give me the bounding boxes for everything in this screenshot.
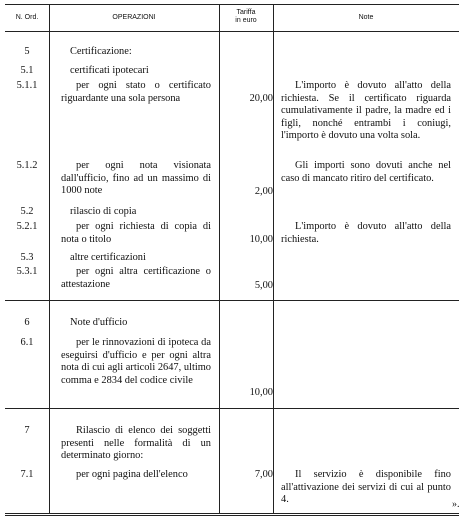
header-tariff-line2: in euro [235,17,257,24]
row-note: L'importo è dovuto all'atto della richiesta. [281,221,451,245]
row-operation: per ogni richiesta di copia di nota o titolo [61,221,211,245]
row-operation: per ogni pagina dell'elenco [76,469,188,480]
row-operation: per ogni nota visionata dall'ufficio, fino ad un massimo di 1000 note [61,160,211,197]
row-num: 5.3.1 [16,266,38,277]
row-operation: per le rinnovazioni di ipoteca da eseguirsi d'ufficio e per ogni altra nota di cui agli articoli 2647, ultimo comma e 2834 del codice civile [61,337,211,386]
row-operation: rilascio di copia [70,206,137,217]
col-divider-3 [273,4,274,513]
row-operation: per ogni stato o certificato riguardante una sola persona [61,80,211,104]
row-operation: certificati ipotecari [70,65,149,76]
row-num: 5.3 [20,252,34,263]
col-divider-1 [49,4,50,513]
row-operation: Certificazione: [70,46,132,57]
row-price: 10,00 [249,234,273,245]
section-6-bottom-rule [5,408,459,409]
header-bottom-rule [5,31,459,32]
closing-quote-mark: ». [452,499,460,510]
section-5-bottom-rule [5,300,459,301]
row-num: 5.1 [20,65,34,76]
row-operation: Note d'ufficio [70,317,128,328]
row-operation: Rilascio di elenco dei soggetti presenti nelle formalità di un determinato giorno: [61,425,211,462]
row-note: Il servizio è disponibile fino all'attivazione dei servizi di cui al punto 4. [281,469,451,506]
header-col-num: N. Ord. [15,14,39,21]
row-price: 2,00 [254,186,273,197]
row-num: 5.1.2 [16,160,38,171]
table-top-rule [5,4,459,5]
header-col-tariff [219,9,273,25]
header-tariff-line1: Tariffa [236,9,256,16]
row-num: 5.1.1 [16,80,38,91]
header-col-notes: Note [358,14,374,21]
row-price: 10,00 [249,387,273,398]
header-col-ops: OPERAZIONI [112,14,156,21]
row-price: 5,00 [254,280,273,291]
row-num: 7 [24,425,30,436]
row-note: Gli importi sono dovuti anche nel caso di mancato ritiro del certificato. [281,160,451,184]
table-bottom-rule [5,513,459,514]
row-note: L'importo è dovuto all'atto della richiesta. Se il certificato riguarda cumulativamente il padre, la madre ed i figli, nonché entrambi i coniugi, l'importo è dovuto una volta sola. [281,80,451,142]
row-num: 6.1 [20,337,34,348]
row-num: 5 [24,46,30,57]
row-num: 6 [24,317,30,328]
row-num: 7.1 [20,469,34,480]
row-price: 20,00 [249,93,273,104]
tariff-table [5,4,459,511]
row-num: 5.2.1 [16,221,38,232]
row-price: 7,00 [254,469,273,480]
row-num: 5.2 [20,206,34,217]
row-operation: per ogni altra certificazione o attestazione [61,266,211,290]
row-operation: altre certificazioni [70,252,146,263]
table-bottom-rule-second [5,515,459,516]
